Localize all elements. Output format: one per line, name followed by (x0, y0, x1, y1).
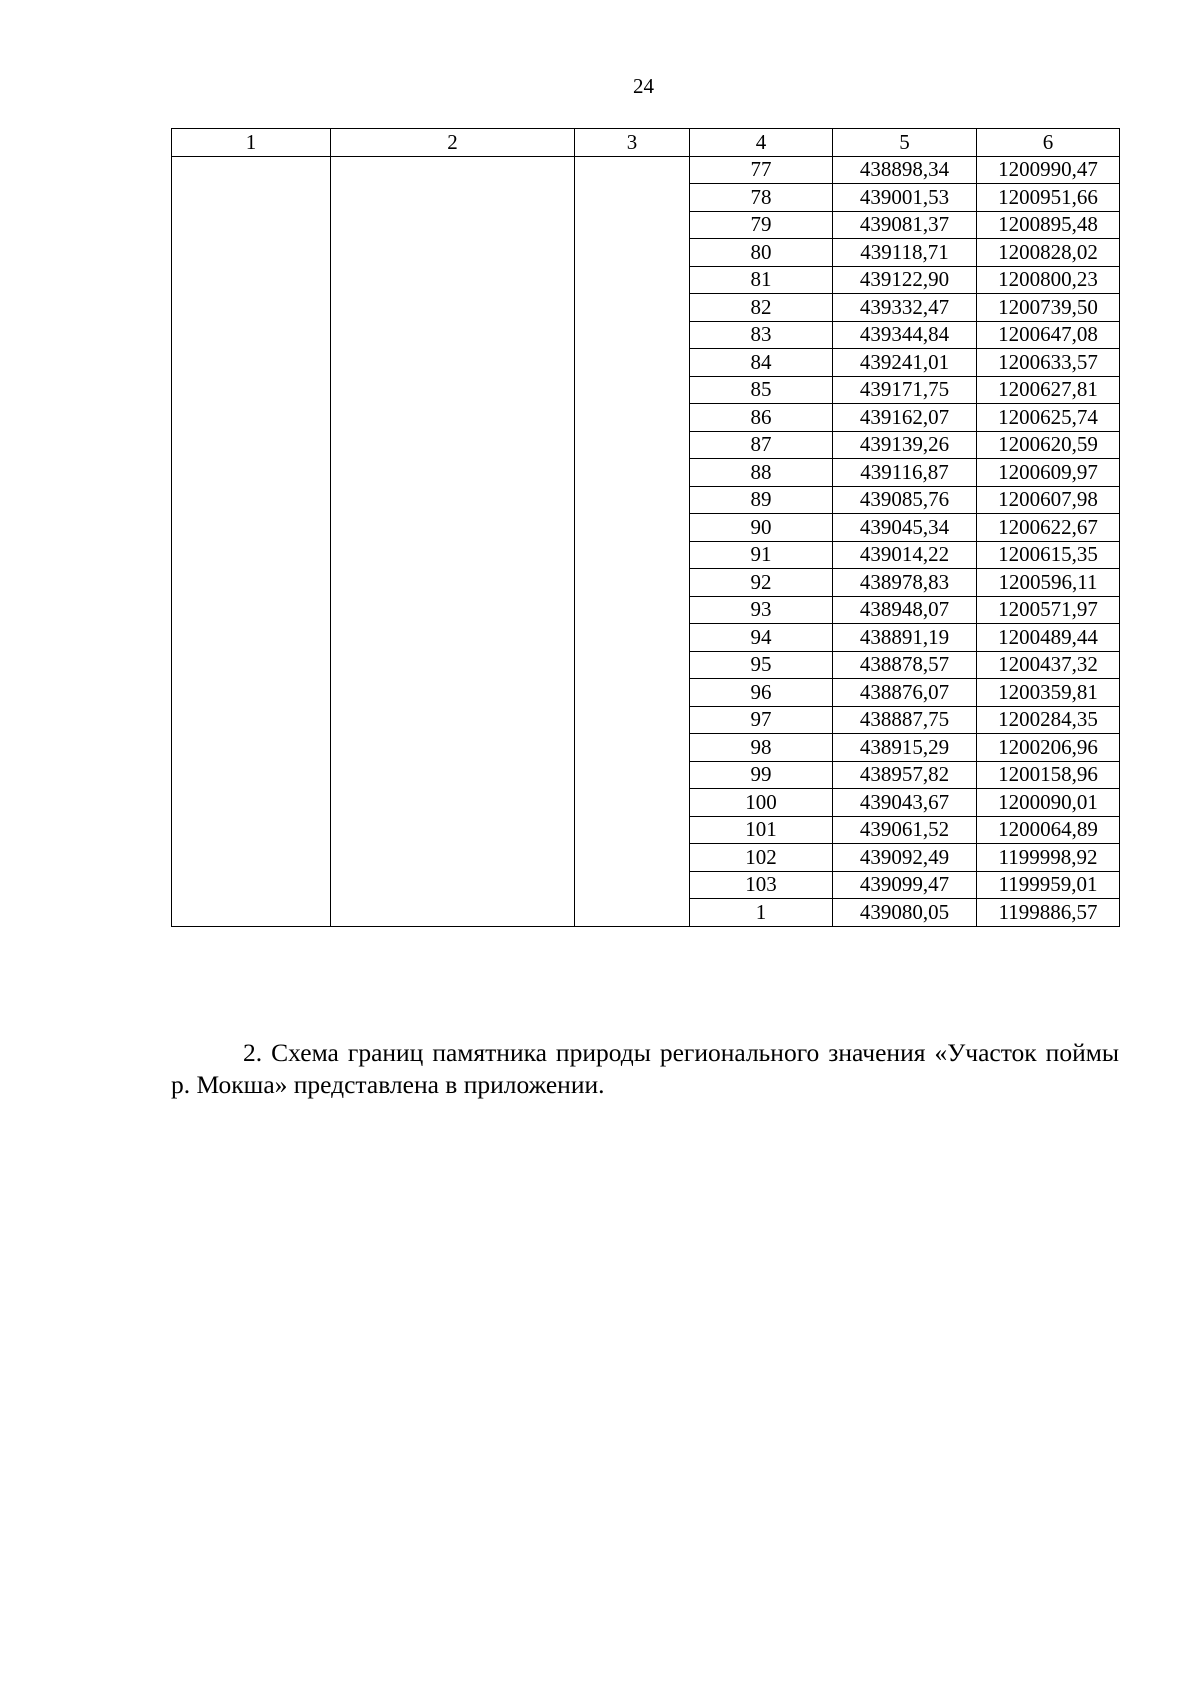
point-number: 83 (690, 321, 833, 349)
coord-x: 439080,05 (833, 899, 977, 927)
page-number: 24 (633, 74, 654, 98)
point-number: 93 (690, 596, 833, 624)
point-number: 96 (690, 679, 833, 707)
coord-y: 1200828,02 (977, 239, 1120, 267)
point-number: 95 (690, 651, 833, 679)
point-number: 78 (690, 184, 833, 212)
coord-y: 1200284,35 (977, 706, 1120, 734)
point-number: 89 (690, 486, 833, 514)
table-row (172, 156, 1120, 184)
coord-x: 439116,87 (833, 459, 977, 487)
empty-col-2 (331, 156, 575, 926)
coord-x: 439099,47 (833, 871, 977, 899)
header-cell-2: 2 (331, 129, 575, 157)
coord-x: 438898,34 (833, 156, 977, 184)
coord-y: 1200609,97 (977, 459, 1120, 487)
coord-x: 439081,37 (833, 211, 977, 239)
coord-x: 439241,01 (833, 349, 977, 377)
coord-x: 439118,71 (833, 239, 977, 267)
point-number: 80 (690, 239, 833, 267)
point-number: 86 (690, 404, 833, 432)
coord-x: 439139,26 (833, 431, 977, 459)
coord-x: 438915,29 (833, 734, 977, 762)
point-number: 82 (690, 294, 833, 322)
coord-y: 1200090,01 (977, 789, 1120, 817)
header-cell-4: 4 (690, 129, 833, 157)
coord-x: 439085,76 (833, 486, 977, 514)
coord-y: 1199998,92 (977, 844, 1120, 872)
coord-y: 1200437,32 (977, 651, 1120, 679)
coord-y: 1200359,81 (977, 679, 1120, 707)
point-number: 97 (690, 706, 833, 734)
coord-y: 1200990,47 (977, 156, 1120, 184)
coordinates-table (171, 128, 1120, 927)
coord-x: 439162,07 (833, 404, 977, 432)
coord-x: 438891,19 (833, 624, 977, 652)
point-number: 101 (690, 816, 833, 844)
table-header-row (172, 129, 1120, 157)
coord-y: 1200647,08 (977, 321, 1120, 349)
point-number: 91 (690, 541, 833, 569)
point-number: 92 (690, 569, 833, 597)
coord-x: 439344,84 (833, 321, 977, 349)
coord-y: 1199959,01 (977, 871, 1120, 899)
coord-x: 439001,53 (833, 184, 977, 212)
header-cell-6: 6 (977, 129, 1120, 157)
coord-y: 1200620,59 (977, 431, 1120, 459)
scheme-paragraph: 2. Схема границ памятника природы регионального значения «Участок поймы р. Мокша» представлена в приложении. (171, 1037, 1119, 1099)
empty-col-3 (575, 156, 690, 926)
coord-y: 1200633,57 (977, 349, 1120, 377)
point-number: 99 (690, 761, 833, 789)
point-number: 100 (690, 789, 833, 817)
coord-x: 438887,75 (833, 706, 977, 734)
point-number: 85 (690, 376, 833, 404)
empty-col-1 (172, 156, 331, 926)
point-number: 87 (690, 431, 833, 459)
point-number: 102 (690, 844, 833, 872)
coord-x: 439332,47 (833, 294, 977, 322)
coord-y: 1200596,11 (977, 569, 1120, 597)
point-number: 1 (690, 899, 833, 927)
coord-y: 1200607,98 (977, 486, 1120, 514)
point-number: 103 (690, 871, 833, 899)
coord-y: 1200615,35 (977, 541, 1120, 569)
header-cell-1: 1 (172, 129, 331, 157)
coord-x: 439014,22 (833, 541, 977, 569)
coord-y: 1200158,96 (977, 761, 1120, 789)
coord-x: 438948,07 (833, 596, 977, 624)
coord-y: 1200800,23 (977, 266, 1120, 294)
point-number: 81 (690, 266, 833, 294)
coord-y: 1200571,97 (977, 596, 1120, 624)
coord-y: 1200895,48 (977, 211, 1120, 239)
coord-x: 439122,90 (833, 266, 977, 294)
header-cell-3: 3 (575, 129, 690, 157)
coord-y: 1200206,96 (977, 734, 1120, 762)
coord-x: 438878,57 (833, 651, 977, 679)
coord-x: 438978,83 (833, 569, 977, 597)
point-number: 98 (690, 734, 833, 762)
coord-x: 439043,67 (833, 789, 977, 817)
point-number: 94 (690, 624, 833, 652)
coord-y: 1200739,50 (977, 294, 1120, 322)
coord-y: 1199886,57 (977, 899, 1120, 927)
point-number: 79 (690, 211, 833, 239)
point-number: 90 (690, 514, 833, 542)
coord-x: 439061,52 (833, 816, 977, 844)
point-number: 84 (690, 349, 833, 377)
coord-y: 1200622,67 (977, 514, 1120, 542)
coord-y: 1200064,89 (977, 816, 1120, 844)
point-number: 88 (690, 459, 833, 487)
coord-y: 1200951,66 (977, 184, 1120, 212)
coord-y: 1200489,44 (977, 624, 1120, 652)
coord-x: 439092,49 (833, 844, 977, 872)
coord-x: 438876,07 (833, 679, 977, 707)
coord-x: 439045,34 (833, 514, 977, 542)
header-cell-5: 5 (833, 129, 977, 157)
coord-x: 438957,82 (833, 761, 977, 789)
coord-y: 1200627,81 (977, 376, 1120, 404)
point-number: 77 (690, 156, 833, 184)
coord-y: 1200625,74 (977, 404, 1120, 432)
coord-x: 439171,75 (833, 376, 977, 404)
